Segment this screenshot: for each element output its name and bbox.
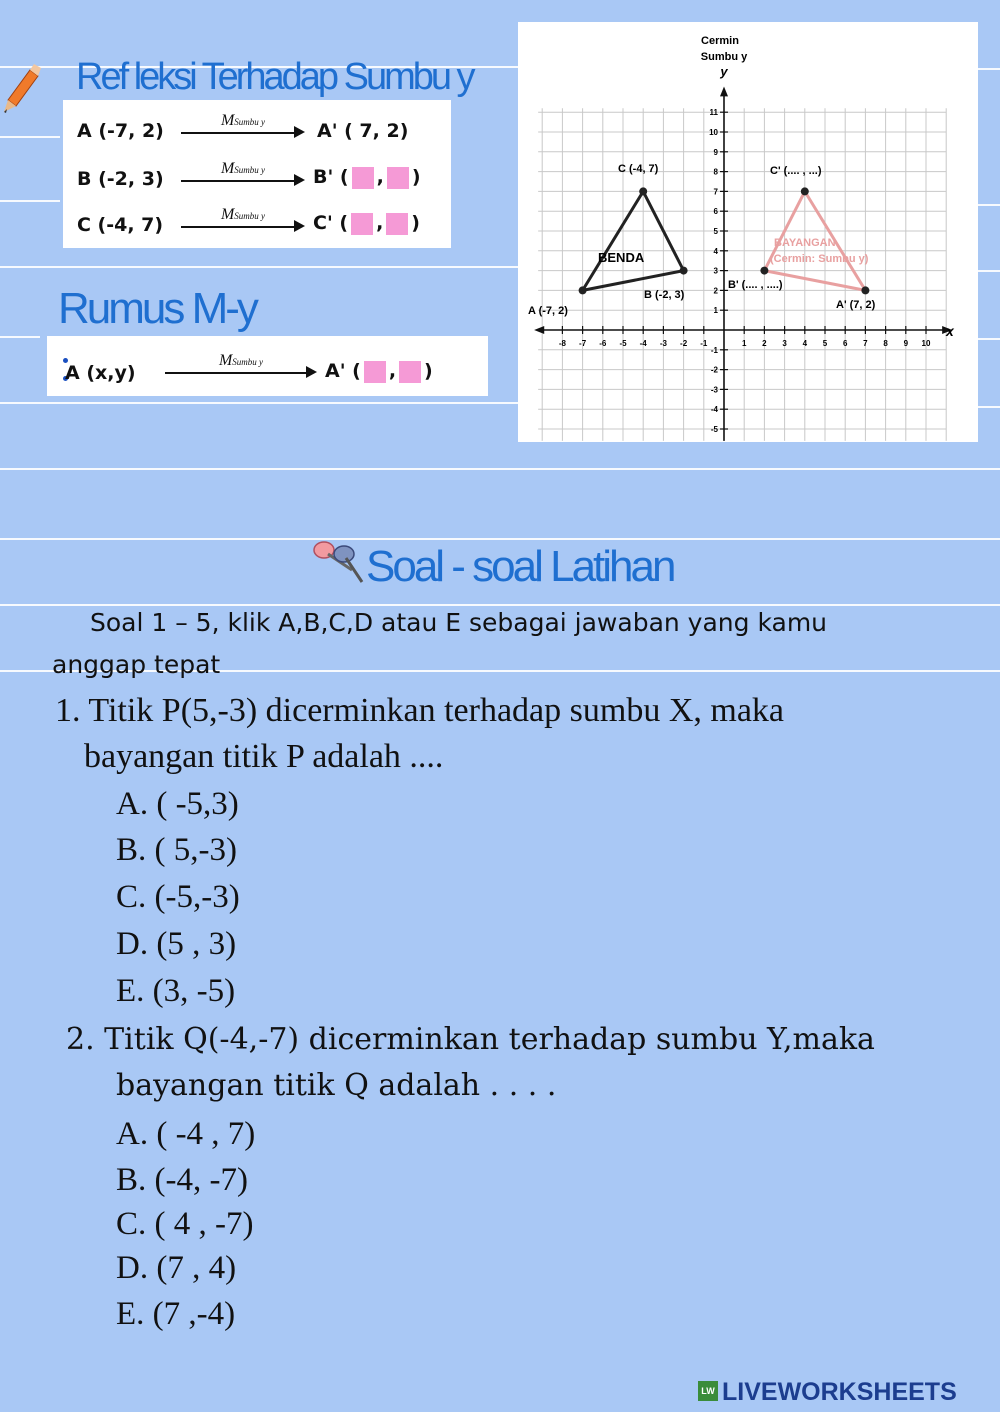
reflection-result-c: C' ( , ) [313,212,420,234]
x-tick-label: -6 [599,339,607,348]
x-tick-label: 7 [863,339,868,348]
x-tick-label: -8 [558,339,566,348]
q2-option-b[interactable]: B. (-4, -7) [116,1162,248,1198]
reflection-card [63,100,451,248]
label-c: C (-4, 7) [618,163,659,175]
q2-option-d[interactable]: D. (7 , 4) [116,1250,237,1286]
triangle-benda [583,191,684,290]
y-tick-label: 3 [713,266,718,276]
y-tick-label: -4 [710,405,718,415]
reflection-arrow: MSumbu y [181,120,305,142]
answer-box-formula-y[interactable] [399,361,421,383]
answer-box-c-x[interactable] [351,213,373,235]
y-tick-label: 2 [713,286,718,296]
label-a: A (-7, 2) [528,305,568,317]
instructions-line-2: anggap tepat [52,650,221,679]
brand-logo: LW [698,1381,718,1401]
label-b-prime: B' (.... , ....) [728,279,783,291]
y-arrow [720,86,728,96]
label-benda: BENDA [598,250,645,265]
q2-option-a[interactable]: A. ( -4 , 7) [116,1116,256,1152]
formula-point: A (x,y) [65,362,136,384]
y-tick-label: 4 [713,246,718,256]
axes [534,86,952,440]
formula-title: Rumus M-y [58,284,256,333]
pin-icon [306,536,368,590]
reflection-result-b: B' ( , ) [313,166,421,188]
x-tick-label: 3 [782,339,787,348]
x-axis-label: x [946,323,954,339]
formula-arrow: MSumbu y [165,360,317,382]
x-tick-label: -3 [659,339,667,348]
x-tick-label: 2 [762,339,767,348]
mirror-label: Cermin [701,35,739,47]
x-tick-label: 8 [883,339,888,348]
x-tick-label: -2 [680,339,688,348]
x-tick-label: -4 [639,339,647,348]
q1-option-e[interactable]: E. (3, -5) [116,973,236,1009]
x-tick-label: -1 [700,339,708,348]
x-tick-label: -7 [579,339,587,348]
bayangan-point [801,187,809,195]
y-tick-label: -1 [710,345,718,355]
y-tick-label: 8 [713,167,718,177]
q1-option-c[interactable]: C. (-5,-3) [116,879,240,915]
answer-box-b-y[interactable] [387,167,409,189]
reflection-result-a: A' ( 7, 2) [317,120,409,142]
label-cermin-note: (Cermin: Sumbu y) [770,253,869,265]
y-tick-label: 6 [713,207,718,217]
page-title: Ref leksi Terhadap Sumbu y [76,56,473,98]
q2-option-e[interactable]: E. (7 ,-4) [116,1296,236,1332]
q1-option-d[interactable]: D. (5 , 3) [116,926,237,962]
y-tick-label: 10 [709,128,718,137]
y-tick-label: -2 [710,365,718,375]
y-tick-label: 11 [709,108,718,118]
x-arrow-left [534,326,544,334]
label-b: B (-2, 3) [644,289,685,301]
reflection-arrow: MSumbu y [181,168,305,190]
section-title: Soal - soal Latihan [366,542,674,591]
formula-card [47,336,488,396]
x-tick-label: 1 [741,339,747,348]
x-tick-label: 10 [921,339,931,348]
y-tick-label: 9 [713,147,718,157]
label-c-prime: C' (.... , ...) [770,165,822,177]
label-a-prime: A' (7, 2) [836,299,876,311]
question-1-line-2: bayangan titik P adalah .... [84,738,444,775]
x-tick-label: 5 [822,339,828,348]
answer-box-c-y[interactable] [386,213,408,235]
q1-option-b[interactable]: B. ( 5,-3) [116,832,237,868]
mirror-label-2: Sumbu y [700,51,748,63]
brand-name: LIVEWORKSHEETS [722,1378,957,1406]
graph-card [518,22,978,442]
pencil-icon [0,60,42,116]
x-tick-label: 6 [842,339,848,348]
reflection-arrow: MSumbu y [181,214,305,236]
y-axis-label: y [720,64,728,79]
question-2-line-1: 2. Titik Q(-4,-7) dicerminkan terhadap sumbu Y,maka [66,1022,875,1057]
x-tick-label: -5 [619,339,627,348]
formula-result: A' ( , ) [325,360,433,382]
q2-option-c[interactable]: C. ( 4 , -7) [116,1206,254,1242]
y-tick-label: -3 [710,385,718,395]
instructions-line-1: Soal 1 – 5, klik A,B,C,D atau E sebagai jawaban yang kamu [90,608,828,637]
reflection-point-a: A (-7, 2) [77,120,164,142]
q1-option-a[interactable]: A. ( -5,3) [116,786,239,822]
reflection-point-b: B (-2, 3) [77,168,164,190]
benda-point [579,286,587,294]
y-tick-label: 1 [713,306,718,316]
x-tick-label: 4 [802,339,808,348]
y-tick-label: -5 [710,425,718,434]
benda-point [639,187,647,195]
question-1-line-1: 1. Titik P(5,-3) dicerminkan terhadap sumbu X, maka [55,692,785,729]
label-bayangan: BAYANGAN [774,237,836,249]
x-tick-label: 9 [903,339,909,348]
y-tick-label: 7 [713,187,718,197]
y-tick-label: 5 [713,227,718,236]
grid [538,108,946,441]
answer-box-b-x[interactable] [352,167,374,189]
benda-point [680,267,688,275]
question-2-line-2: bayangan titik Q adalah . . . . [116,1068,557,1103]
reflection-point-c: C (-4, 7) [77,214,164,236]
bayangan-point [760,267,768,275]
answer-box-formula-x[interactable] [364,361,386,383]
coordinate-graph [518,22,978,442]
bayangan-point [861,286,869,294]
